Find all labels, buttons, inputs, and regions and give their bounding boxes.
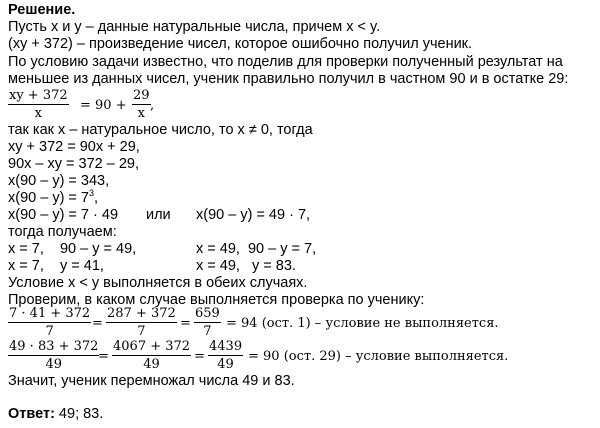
text-line-12b: x = 49, 90 – y = 7, xyxy=(196,241,317,257)
text-line-12a: x = 7, 90 – y = 49, xyxy=(8,241,137,257)
eq2-f3-numerator: 659 xyxy=(195,306,220,321)
line9-text: x(90 – y) = 7 xyxy=(8,190,89,206)
eq2-fraction-1 xyxy=(8,306,91,339)
eq2-equals-1: = xyxy=(92,316,103,331)
eq2-fraction-2 xyxy=(106,306,177,339)
text-line-11: тогда получаем: xyxy=(8,224,117,240)
text-line-13a: x = 7, y = 41, xyxy=(8,258,104,274)
eq2-equals-2: = xyxy=(180,316,191,331)
eq3-equals-2: = xyxy=(194,349,205,364)
answer-value: 49; 83. xyxy=(54,406,104,422)
answer-line xyxy=(8,406,103,423)
eq2-f3-denominator: 7 xyxy=(203,324,212,339)
line9-comma: , xyxy=(94,190,99,206)
text-line-1: Пусть x и y – данные натуральные числа, причем x < y. xyxy=(8,19,381,35)
eq2-fraction-3 xyxy=(194,306,221,339)
eq2-f1-numerator: 7 · 41 + 372 xyxy=(9,306,91,321)
text-line-6: xy + 372 = 90x + 29, xyxy=(8,139,140,155)
text-line-15: Проверим, в каком случае выполняется проверка по ученику: xyxy=(8,292,425,308)
text-line-9 xyxy=(8,190,98,207)
text-line-4: меньшее из данных чисел, ученик правильно получил в частном 90 и в остатке 29: xyxy=(8,71,569,87)
eq1-numerator-2: 29 xyxy=(133,88,150,103)
eq2-f2-numerator: 287 + 372 xyxy=(107,306,176,321)
text-line-2: (xy + 372) – произведение чисел, которое ошибочно получил ученик. xyxy=(8,36,473,52)
text-line-10-or: или xyxy=(146,207,171,223)
eq3-f3-numerator: 4439 xyxy=(209,339,243,354)
eq1-denominator-2: x xyxy=(137,106,145,121)
text-line-8: x(90 – y) = 343, xyxy=(8,173,110,189)
eq1-tail: , xyxy=(150,98,155,113)
text-line-5: так как x – натуральное число, то x ≠ 0, тогда xyxy=(8,122,313,138)
eq1-middle: = 90 + xyxy=(80,98,127,113)
eq1-fraction-left xyxy=(8,88,69,121)
text-line-3: По условию задачи известно, что поделив для проверки полученный результат на xyxy=(8,54,563,70)
text-line-16: Значит, ученик перемножал числа 49 и 83. xyxy=(8,373,295,389)
eq3-f2-numerator: 4067 + 372 xyxy=(113,339,191,354)
eq1-numerator: xy + 372 xyxy=(9,88,68,103)
eq1-denominator: x xyxy=(34,106,42,121)
eq2-f2-denominator: 7 xyxy=(137,324,146,339)
eq3-equals-1: = xyxy=(98,349,109,364)
eq3-fraction-2 xyxy=(112,339,191,372)
eq3-f3-denominator: 49 xyxy=(217,357,234,372)
eq3-fraction-1 xyxy=(8,339,99,372)
eq2-result: = 94 (ост. 1) – условие не выполняется. xyxy=(226,316,499,331)
eq3-fraction-3 xyxy=(208,339,243,372)
eq1-fraction-right xyxy=(132,88,151,121)
eq3-result: = 90 (ост. 29) – условие выполняется. xyxy=(248,349,509,364)
text-line-7: 90x – xy = 372 – 29, xyxy=(8,156,139,172)
eq3-f1-denominator: 49 xyxy=(45,357,62,372)
line9-exponent: 3 xyxy=(89,188,95,199)
eq3-f1-numerator: 49 · 83 + 372 xyxy=(9,339,99,354)
text-line-10a: x(90 – y) = 7 · 49 xyxy=(8,207,119,223)
text-line-13b: x = 49, y = 83. xyxy=(196,258,296,274)
text-line-14: Условие x < y выполняется в обеих случаях. xyxy=(8,275,308,291)
eq2-f1-denominator: 7 xyxy=(45,324,54,339)
text-line-10b: x(90 – y) = 49 · 7, xyxy=(196,207,311,223)
eq3-f2-denominator: 49 xyxy=(143,357,160,372)
solution-title: Решение. xyxy=(8,2,76,18)
answer-label: Ответ: xyxy=(8,406,55,422)
